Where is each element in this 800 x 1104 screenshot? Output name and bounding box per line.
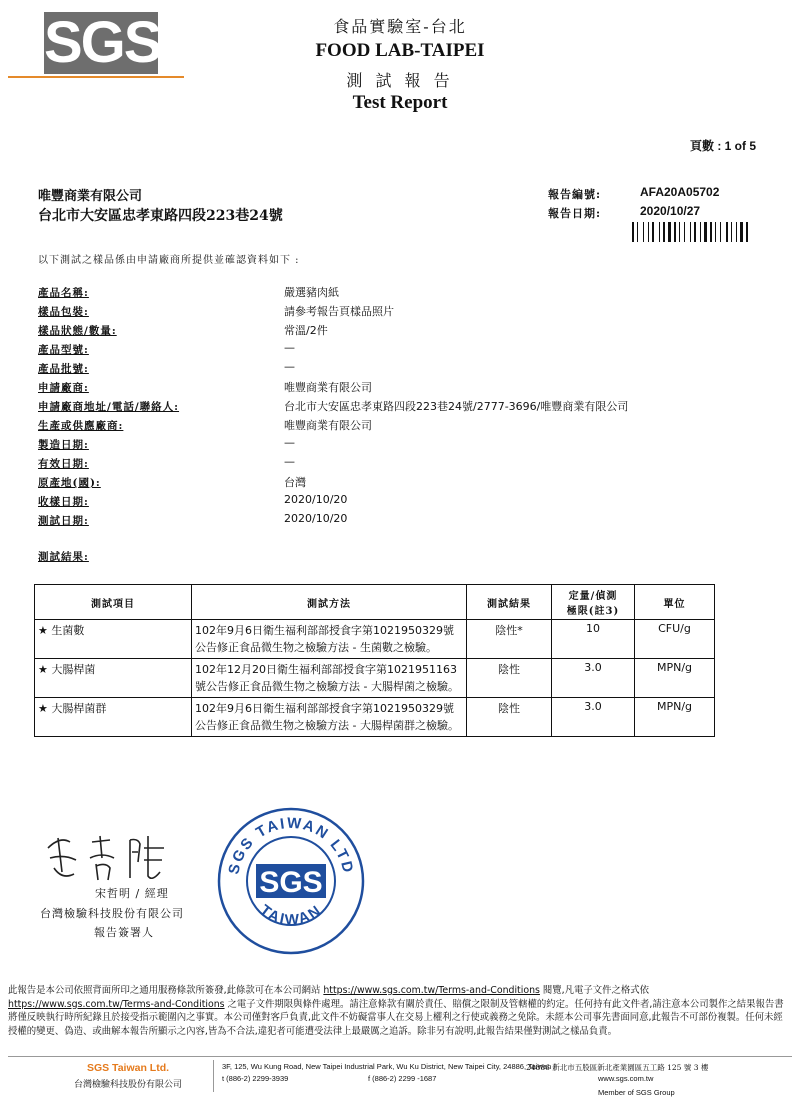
handwritten-signature xyxy=(40,828,180,886)
info-label: 樣品狀態/數量: xyxy=(38,325,117,337)
page-number: 頁數 : 1 of 5 xyxy=(689,139,756,153)
info-label: 測試日期: xyxy=(38,515,89,527)
info-value: — xyxy=(284,436,295,449)
info-label: 製造日期: xyxy=(38,439,89,451)
barcode-bar xyxy=(717,222,719,242)
footer-company-en: SGS Taiwan Ltd. xyxy=(86,1062,170,1074)
barcode-bar xyxy=(708,222,709,242)
report-title-cn: 測 試 報 告 xyxy=(346,71,454,90)
barcode-bar xyxy=(726,222,728,242)
stamp-center-text: SGS xyxy=(259,866,323,899)
col-header-unit: 單位 xyxy=(635,585,715,620)
barcode-bar xyxy=(652,222,654,242)
report-title-en: Test Report xyxy=(352,92,448,113)
barcode xyxy=(632,222,750,242)
col-header-result: 測試結果 xyxy=(467,585,552,620)
results-title: 測試結果: xyxy=(38,551,89,563)
info-label: 申請廠商: xyxy=(38,382,89,394)
cell-method: 102年12月20日衛生福利部部授食字第1021951163號公告修正食品微生物之檢驗方法 - 大腸桿菌之檢驗。 xyxy=(192,659,467,698)
col-header-item: 測試項目 xyxy=(35,585,192,620)
footer-tel: t (886-2) 2299-3939 xyxy=(222,1074,289,1083)
signer-name: 宋哲明 / 經理 xyxy=(95,887,169,900)
footer-address-cn: 24886 新北市五股區新北產業園區五工路 125 號 3 樓 xyxy=(526,1063,709,1072)
cell-method: 102年9月6日衛生福利部部授食字第1021950329號公告修正食品微生物之檢驗方法 - 生菌數之檢驗。 xyxy=(192,620,467,659)
barcode-bar xyxy=(722,222,725,242)
barcode-bar xyxy=(666,222,667,242)
barcode-bar xyxy=(740,222,743,242)
info-value: — xyxy=(284,360,295,373)
cell-item: ★ 大腸桿菌 xyxy=(35,659,192,698)
barcode-bar xyxy=(704,222,707,242)
info-value: 唯豐商業有限公司 xyxy=(284,419,372,432)
disclaimer-part: 之電子文件期限與條件處理。請注意條款有關於責任、賠償之限制及管轄權的約定。任何持有此文件者,請注意本公司製作之結果報告書將僅反映執行時所紀錄且於接受指示範圍內之事實。本公司僅對客戶負責,此文件不妨礙當事人在交易上權利之行使或義務之免除。未經本公司事先書面同意,此報告不可部份複製。任何未經授權的變更、偽造、或曲解本報告所顯示之內容,皆為不合法,違犯者可能遭受法律上最嚴厲之追訴。除非另有說明,此報告結果僅對測試之樣品負責。 xyxy=(8,998,784,1037)
barcode-bar xyxy=(639,222,642,242)
barcode-bar xyxy=(672,222,673,242)
stamp-bottom-text: TAIWAN xyxy=(256,901,326,929)
barcode-bar xyxy=(635,222,636,242)
barcode-bar xyxy=(681,222,683,242)
info-value: 嚴選豬肉紙 xyxy=(284,286,339,299)
footer-company-cn: 台灣檢驗科技股份有限公司 xyxy=(73,1080,182,1090)
report-no-label: 報告編號: xyxy=(548,188,602,201)
cell-result: 陰性 xyxy=(467,659,552,698)
table-row xyxy=(35,620,715,659)
barcode-bar xyxy=(733,222,735,242)
sgs-stamp xyxy=(216,806,366,956)
cell-limit: 3.0 xyxy=(552,659,635,698)
info-label: 產品名稱: xyxy=(38,287,89,299)
cell-result: 陰性 xyxy=(467,698,552,737)
barcode-bar xyxy=(632,222,634,242)
lab-name-cn: 食品實驗室-台北 xyxy=(333,17,467,36)
barcode-bar xyxy=(661,222,662,242)
barcode-bar xyxy=(692,222,693,242)
cell-unit: CFU/g xyxy=(635,620,715,659)
barcode-bar xyxy=(746,222,748,242)
barcode-bar xyxy=(650,222,651,242)
barcode-bar xyxy=(668,222,671,242)
cell-item: ★ 生菌數 xyxy=(35,620,192,659)
signer-company: 台灣檢驗科技股份有限公司 xyxy=(40,907,184,920)
barcode-bar xyxy=(648,222,649,242)
stamp-top-text: SGS TAIWAN LTD xyxy=(225,814,357,876)
barcode-bar xyxy=(720,222,721,242)
barcode-bar xyxy=(686,222,689,242)
barcode-bar xyxy=(736,222,737,242)
disclaimer-part: 此報告是本公司依照背面所印之通用服務條款所簽發,此條款可在本公司網站 xyxy=(8,985,321,996)
cell-unit: MPN/g xyxy=(635,659,715,698)
client-name: 唯豐商業有限公司 xyxy=(38,189,143,204)
barcode-bar xyxy=(715,222,716,242)
footer-company xyxy=(58,1062,198,1090)
info-label: 收樣日期: xyxy=(38,496,89,508)
info-value: 台北市大安區忠孝東路四段223巷24號/2777-3696/唯豐商業有限公司 xyxy=(284,400,629,413)
report-no-value: AFA20A05702 xyxy=(640,185,720,199)
barcode-bar xyxy=(637,222,638,242)
info-value: 台灣 xyxy=(284,476,306,489)
info-label: 申請廠商地址/電話/聯絡人: xyxy=(38,401,180,413)
info-value: 常溫/2件 xyxy=(284,324,328,337)
barcode-bar xyxy=(677,222,678,242)
signer-role: 報告簽署人 xyxy=(94,926,154,939)
footer-member: Member of SGS Group xyxy=(598,1088,675,1097)
table-row xyxy=(35,698,715,737)
footer-vertical-divider xyxy=(213,1060,214,1092)
cell-limit: 3.0 xyxy=(552,698,635,737)
table-row xyxy=(35,659,715,698)
footer-fax: f (886-2) 2299 -1687 xyxy=(368,1074,437,1083)
barcode-bar xyxy=(659,222,660,242)
table-header-row xyxy=(35,585,715,620)
barcode-bar xyxy=(643,222,644,242)
results-table xyxy=(34,584,715,737)
footer-website[interactable]: www.sgs.com.tw xyxy=(598,1074,654,1083)
info-label: 產品批號: xyxy=(38,363,89,375)
barcode-bar xyxy=(744,222,745,242)
barcode-bar xyxy=(694,222,696,242)
barcode-bar xyxy=(710,222,712,242)
report-date-label: 報告日期: xyxy=(548,207,602,220)
lab-name-en: FOOD LAB-TAIPEI xyxy=(315,40,485,61)
logo-underline xyxy=(8,76,184,78)
barcode-bar xyxy=(679,222,680,242)
info-value: 請參考報告頁樣品照片 xyxy=(284,305,394,318)
footer-address-en: 3F, 125, Wu Kung Road, New Taipei Industrial Park, Wu Ku District, New Taipei City, 24886, Taiwan / xyxy=(222,1062,556,1071)
barcode-bar xyxy=(729,222,730,242)
barcode-bar xyxy=(738,222,739,242)
info-label: 產品型號: xyxy=(38,344,89,356)
info-value: — xyxy=(284,455,295,468)
sgs-logo: SGS xyxy=(44,10,161,75)
barcode-bar xyxy=(700,222,701,242)
cell-method: 102年9月6日衛生福利部部授食字第1021950329號公告修正食品微生物之檢驗方法 - 大腸桿菌群之檢驗。 xyxy=(192,698,467,737)
info-value: — xyxy=(284,341,295,354)
report-date-value: 2020/10/27 xyxy=(640,204,701,218)
client-address: 台北市大安區忠孝東路四段223巷24號 xyxy=(38,208,283,224)
info-label: 生產或供應廠商: xyxy=(38,420,124,432)
limit-header-line2: 極限(註3) xyxy=(566,606,620,617)
barcode-bar xyxy=(655,222,658,242)
barcode-bar xyxy=(702,222,703,242)
info-label: 原產地(國): xyxy=(38,477,101,489)
disclaimer-part: 閱覽,凡電子文件之格式依 xyxy=(542,985,649,996)
cell-item: ★ 大腸桿菌群 xyxy=(35,698,192,737)
barcode-bar xyxy=(674,222,676,242)
cell-unit: MPN/g xyxy=(635,698,715,737)
col-header-limit xyxy=(552,585,635,620)
barcode-bar xyxy=(663,222,665,242)
info-label: 有效日期: xyxy=(38,458,89,470)
barcode-bar xyxy=(684,222,685,242)
barcode-bar xyxy=(731,222,732,242)
disclaimer xyxy=(8,984,792,1038)
cell-result: 陰性* xyxy=(467,620,552,659)
barcode-bar xyxy=(690,222,691,242)
terms-link[interactable]: https://www.sgs.com.tw/Terms-and-Conditions xyxy=(323,985,540,996)
info-value: 唯豐商業有限公司 xyxy=(284,381,372,394)
cell-limit: 10 xyxy=(552,620,635,659)
info-value: 2020/10/20 xyxy=(284,512,348,525)
intro-text: 以下測試之樣品係由申請廠商所提供並確認資料如下 : xyxy=(38,255,300,266)
barcode-bar xyxy=(645,222,647,242)
limit-header-line1: 定量/偵測 xyxy=(568,591,618,602)
footer-divider xyxy=(8,1056,792,1057)
info-label: 樣品包裝: xyxy=(38,306,89,318)
terms-link[interactable]: https://www.sgs.com.tw/Terms-and-Conditions xyxy=(8,998,225,1010)
barcode-bar xyxy=(713,222,714,242)
col-header-method: 測試方法 xyxy=(192,585,467,620)
info-value: 2020/10/20 xyxy=(284,493,348,506)
barcode-bar xyxy=(697,222,699,242)
